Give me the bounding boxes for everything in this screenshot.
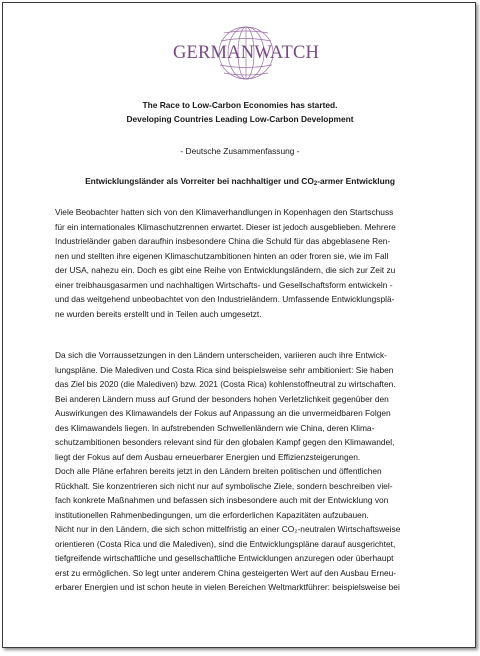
text-line: orientieren (Costa Rica und die Malediven), sind die Entwicklungspläne darauf ausgerichtet, xyxy=(55,538,396,549)
text-line: einer treibhausgasarmen und nachhaltigen Wirtschafts- und Gesellschaftsform entwickeln - xyxy=(55,279,393,290)
text-line: Rückhalt. Sie konzentrieren sich nicht nur auf symbolische Ziele, sondern beschreiben viel- xyxy=(55,480,393,491)
text-line: Nicht nur in den Ländern, die sich schon mittelfristig an einer CO₂-neutralen Wirtschaftsweise xyxy=(55,524,401,534)
section-title-end: -armer Entwicklung xyxy=(317,176,395,186)
germanwatch-logo xyxy=(171,25,321,83)
paragraph-2 xyxy=(55,348,455,595)
text-line: der USA, nahezu ein. Doch es gibt eine Reihe von Entwicklungsländern, die sich zur Zeit zu xyxy=(55,265,396,275)
text-line: institutionellen Rahmenbedingungen, um die erforderlichen Kapazitäten aufzubauen. xyxy=(55,509,369,520)
text-line: des Klimawandels liegen. In aufstrebenden Schwellenländern wie China, deren Klima- xyxy=(55,422,375,433)
text-line: das Ziel bis 2020 (die Malediven) bzw. 2021 (Costa Rica) kohlenstoffneutral zu wirtschaften. xyxy=(55,379,396,389)
text-line: erst zu ermöglichen. So legt unter anderem China gesteigerten Wert auf den Ausbau Erneu- xyxy=(55,567,397,578)
document-page xyxy=(2,2,476,648)
text-line: Viele Beobachter hatten sich von den Klimaverhandlungen in Kopenhagen den Startschuss xyxy=(55,207,394,217)
text-line: und das weitgehend unbeobachtet von den Industrieländern. Umfassende Entwicklungsplä- xyxy=(55,294,395,304)
headline-line-2: Developing Countries Leading Low-Carbon Development xyxy=(126,114,354,124)
text-line: für ein internationales Klimaschutzrennen erwartet. Dieser ist jedoch ausgeblieben. Mehrere xyxy=(55,221,396,232)
text-line: Industrieländer gaben daraufhin insbesondere China die Schuld für das abgeblasene Ren- xyxy=(55,236,391,246)
text-line: Auswirkungen des Klimawandels der Fokus auf Anpassung an die unvermeidbaren Folgen xyxy=(55,408,391,418)
text-line: erbarer Energien und ist schon heute in vielen Bereichen Weltmarktführer: beispielsweise bei xyxy=(55,582,400,592)
text-line: Doch alle Pläne erfahren bereits jetzt in den Ländern breiten politischen und öffentlichen xyxy=(55,466,382,476)
text-line: liegt der Fokus auf dem Ausbau erneuerbarer Energien und Effizienzsteigerungen. xyxy=(55,451,361,462)
summary-label: - Deutsche Zusammenfassung - xyxy=(180,146,300,156)
section-title-subscript: 2 xyxy=(313,181,318,187)
text-line: fach konkrete Maßnahmen und befassen sich insbesondere auch mit der Entwicklung von xyxy=(55,495,389,505)
text-line: Da sich die Vorraussetzungen in den Ländern unterscheiden, variieren auch ihre Entwick- xyxy=(55,350,387,360)
text-line: ne wurden bereits erstellt und in Teilen auch umgesetzt. xyxy=(55,308,262,319)
text-line: Bei anderen Ländern muss auf Grund der besonders hohen Verletzlichkeit gegenüber den xyxy=(55,393,389,404)
section-title xyxy=(3,176,477,186)
logo-text: GERMANWATCH xyxy=(172,43,320,63)
headline-line-1: The Race to Low-Carbon Economies has started. xyxy=(142,100,338,110)
text-line: schutzambitionen besonders relevant sind für den globalen Kampf gegen den Klimawandel, xyxy=(55,437,395,447)
text-line: lungspläne. Die Malediven und Costa Rica sind beispielsweise sehr ambitioniert: Sie haben xyxy=(55,364,394,375)
paragraph-1 xyxy=(55,205,455,321)
text-line: tiefgreifende wirtschaftliche und gesellschaftliche Entwicklungen anzuregen oder überhaupt xyxy=(55,553,394,563)
text-line: nen und stellten ihre eigenen Klimaschutzambitionen hinten an oder froren sie, wie im Fall xyxy=(55,250,389,261)
section-title-start: Entwicklungsländer als Vorreiter bei nachhaltiger und CO xyxy=(85,176,314,186)
